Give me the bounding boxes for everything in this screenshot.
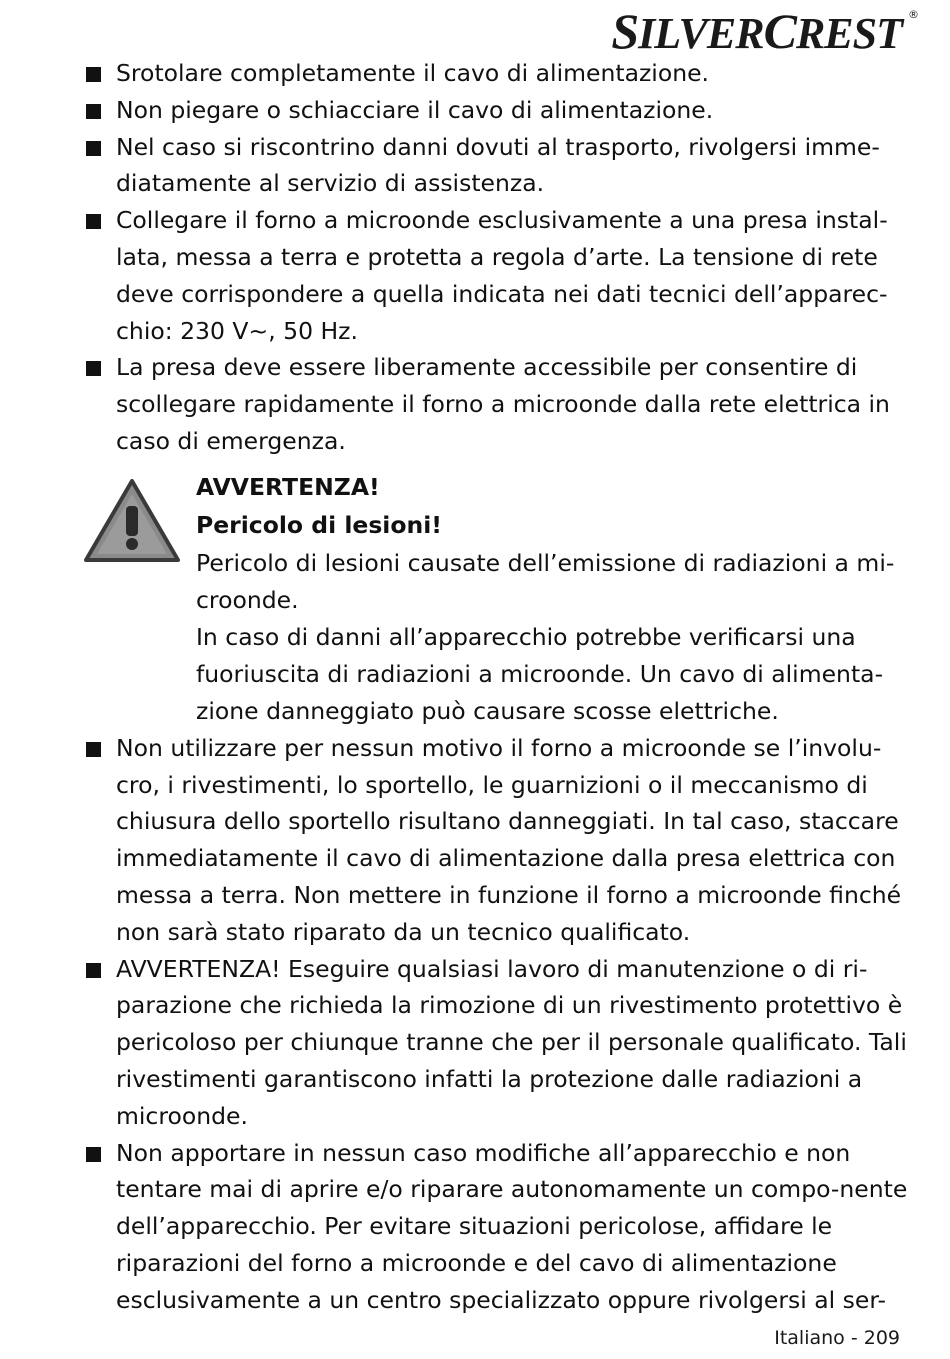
warning-block bbox=[80, 468, 908, 730]
warning-text: Pericolo di lesioni causate dell’emissione di radiazioni a mi-croonde. bbox=[196, 548, 895, 614]
list-item-text: Non piegare o schiacciare il cavo di alimentazione. bbox=[116, 95, 714, 124]
page-content bbox=[80, 55, 908, 1319]
warning-text: In caso di danni all’apparecchio potrebbe verificarsi una fuoriuscita di radiazioni a microonde. Un cavo di alimenta-zione danneggiato può causare scosse elettriche. bbox=[196, 622, 884, 725]
square-bullet-icon bbox=[86, 214, 101, 229]
list-item bbox=[80, 951, 908, 1135]
page-number: Italiano - 209 bbox=[774, 1327, 900, 1349]
list-item bbox=[80, 202, 908, 349]
brand-logo bbox=[611, 2, 918, 60]
list-item-text: La presa deve essere liberamente accessibile per consentire di scollegare rapidamente il forno a microonde dalla rete elettrica in caso di emergenza. bbox=[116, 353, 890, 455]
list-item bbox=[80, 1135, 908, 1319]
list-item bbox=[80, 92, 908, 129]
list-item bbox=[80, 129, 908, 203]
list-item bbox=[80, 730, 908, 951]
square-bullet-icon bbox=[86, 361, 101, 376]
brand-text-ilver: ILVER bbox=[638, 9, 764, 58]
brand-letter-s: S bbox=[611, 3, 639, 59]
brand-letter-c: C bbox=[763, 3, 796, 59]
list-item bbox=[80, 55, 908, 92]
list-item bbox=[80, 349, 908, 459]
list-item-text: Non utilizzare per nessun motivo il forno a microonde se l’involu-cro, i rivestimenti, lo sportello, le guarnizioni o il meccanismo di chiusura dello sportello risultano danneggiati. In tal caso, staccare immediatamente il cavo di alimentazione dalla presa elettrica con messa a terra. Non mettere in funzione il forno a microonde finché non sarà stato riparato da un tecnico qualificato. bbox=[116, 733, 902, 946]
square-bullet-icon bbox=[86, 963, 101, 978]
square-bullet-icon bbox=[86, 1147, 101, 1162]
list-item-text: Collegare il forno a microonde esclusivamente a una presa instal-lata, messa a terra e protetta a regola d’arte. La tensione di rete deve corrispondere a quella indicata nei dati tecnici dell’apparec-chio: 230 V~, 50 Hz. bbox=[116, 206, 888, 345]
brand-text-rest: REST bbox=[795, 9, 902, 58]
list-item-text: Srotolare completamente il cavo di alimentazione. bbox=[116, 59, 710, 87]
square-bullet-icon bbox=[86, 104, 101, 119]
list-item-text: Nel caso si riscontrino danni dovuti al trasporto, rivolgersi imme-diatamente al servizio di assistenza. bbox=[116, 132, 880, 198]
warning-triangle-icon bbox=[82, 476, 182, 566]
square-bullet-icon bbox=[86, 67, 101, 82]
square-bullet-icon bbox=[86, 141, 101, 156]
list-item-text: Non apportare in nessun caso modifiche all’apparecchio e non tentare mai di aprire e/o riparare autonomamente un compo-nente dell’apparecchio. Per evitare situazioni pericolose, affidare le riparazioni del forno a microonde e del cavo di alimentazione esclusivamente a un centro specializzato oppure rivolgersi al ser- bbox=[116, 1138, 908, 1314]
square-bullet-icon bbox=[86, 742, 101, 757]
warning-subtitle: Pericolo di lesioni! bbox=[196, 511, 443, 540]
registered-mark: ® bbox=[908, 8, 918, 21]
warning-title: AVVERTENZA! bbox=[196, 472, 380, 501]
list-item-text: AVVERTENZA! Eseguire qualsiasi lavoro di manutenzione o di ri-parazione che richieda la rimozione di un rivestimento protettivo è pericoloso per chiunque tranne che per il personale qualificato. Tali rivestimenti garantiscono infatti la protezione dalle radiazioni a microonde. bbox=[116, 954, 907, 1130]
